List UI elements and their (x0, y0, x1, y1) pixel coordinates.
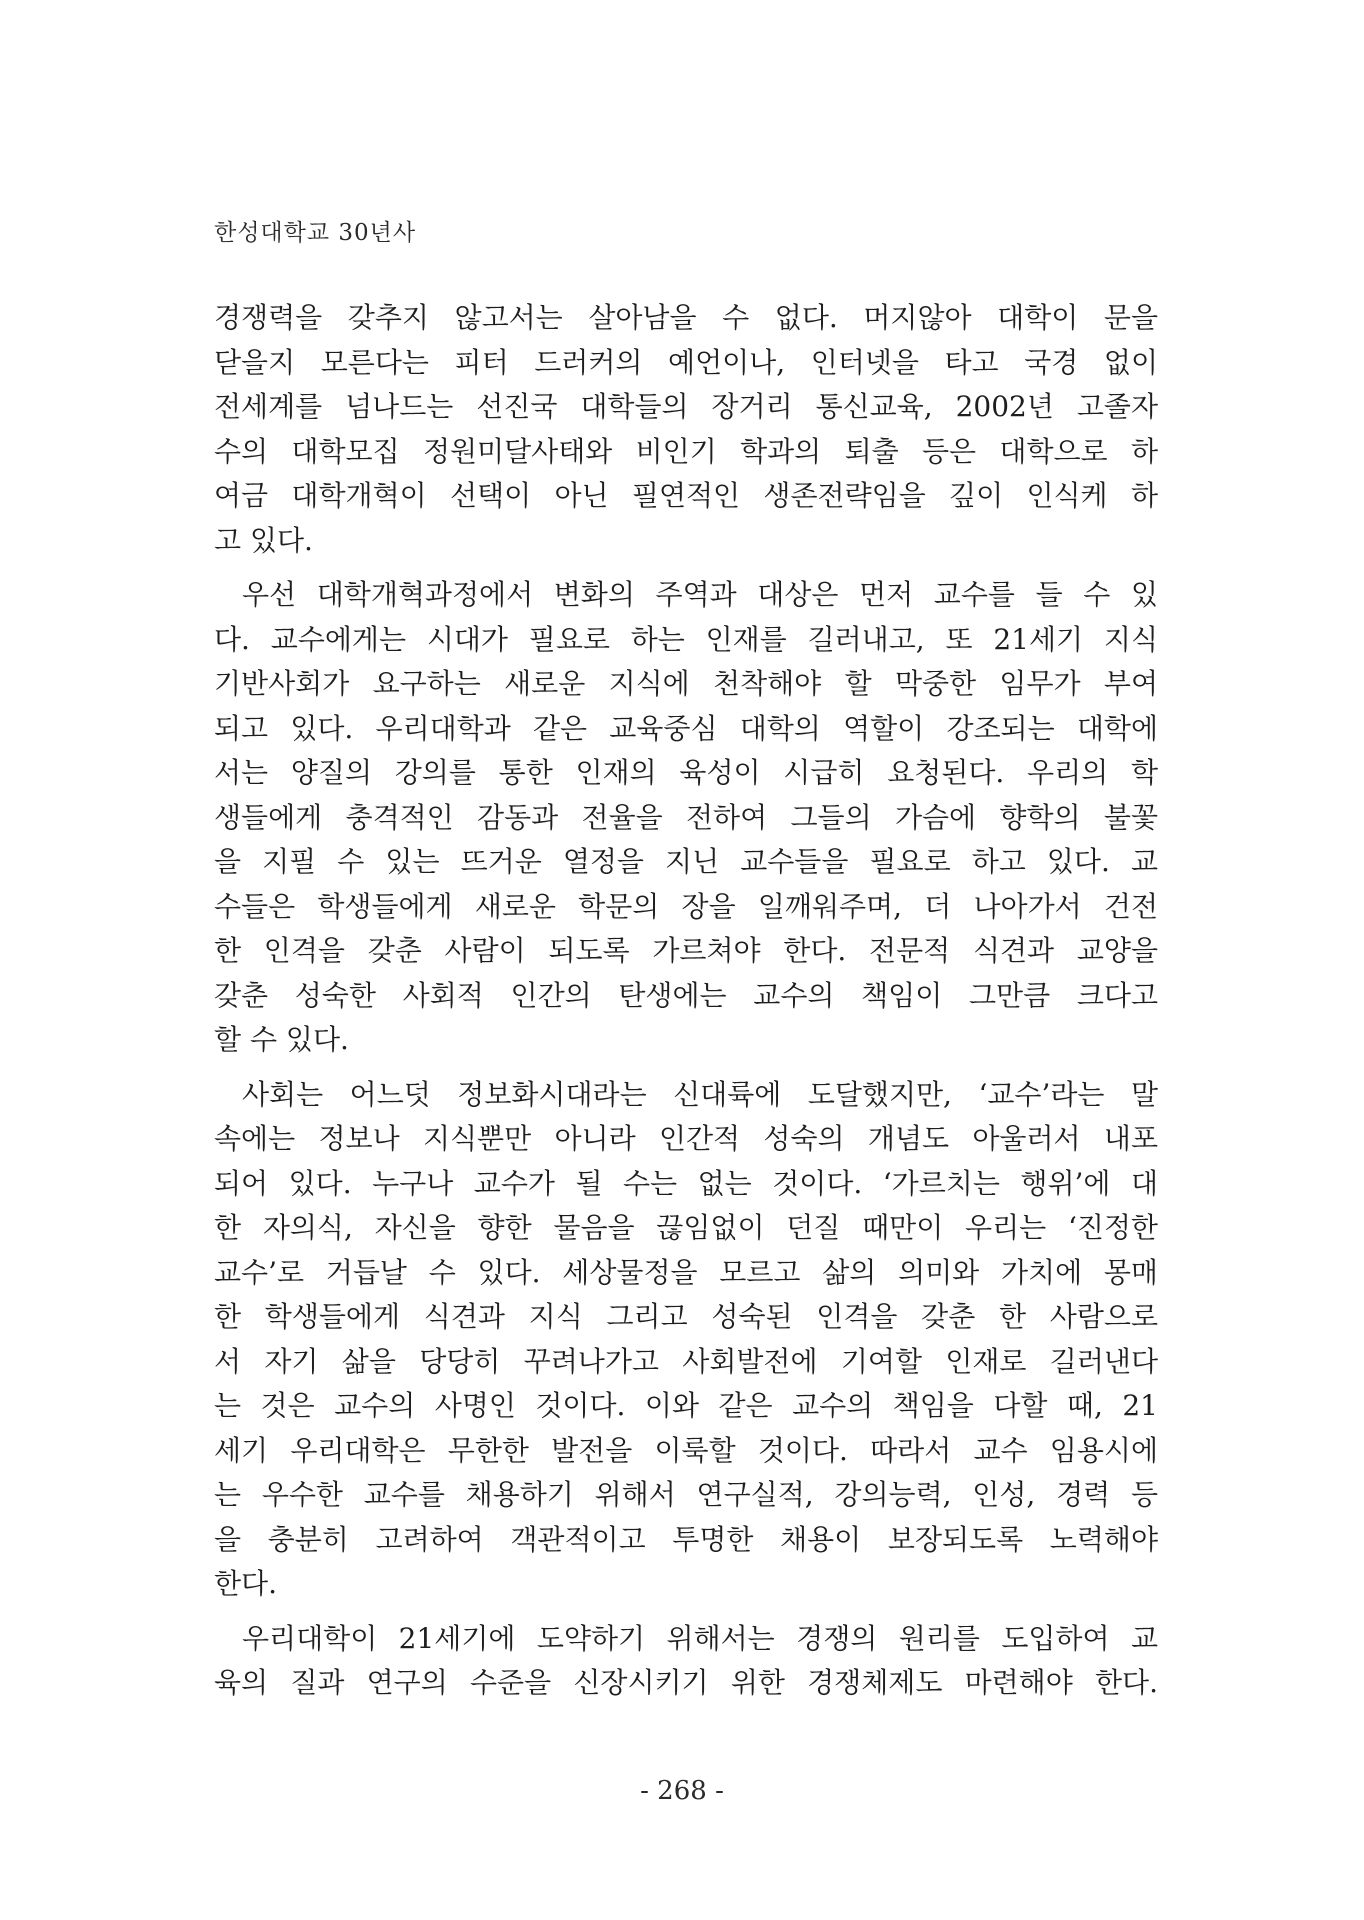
paragraph (214, 296, 1158, 563)
text-line: 생들에게 충격적인 감동과 전율을 전하여 그들의 가슴에 향학의 불꽃 (214, 800, 1158, 834)
text-line: 할 수 있다. (214, 1023, 349, 1056)
text-line: 는 것은 교수의 사명인 것이다. 이와 같은 교수의 책임을 다할 때, 21 (214, 1389, 1158, 1422)
text-line: 을 충분히 고려하여 객관적이고 투명한 채용이 보장되도록 노력해야 (214, 1522, 1158, 1556)
text-line: 기반사회가 요구하는 새로운 지식에 천착해야 할 막중한 임무가 부여 (214, 667, 1158, 700)
text-line: 수의 대학모집 정원미달사태와 비인기 학과의 퇴출 등은 대학으로 하 (214, 434, 1158, 468)
text-line: 서는 양질의 강의를 통한 인재의 육성이 시급히 요청된다. 우리의 학 (214, 756, 1158, 789)
text-line: 수들은 학생들에게 새로운 학문의 장을 일깨워주며, 더 나아가서 건전 (214, 889, 1158, 923)
paragraph (214, 1617, 1158, 1706)
text-line: 을 지필 수 있는 뜨거운 열정을 지닌 교수들을 필요로 하고 있다. 교 (214, 845, 1158, 878)
text-line: 고 있다. (214, 523, 313, 557)
text-line: 육의 질과 연구의 수준을 신장시키기 위한 경쟁체제도 마련해야 한다. (214, 1666, 1158, 1699)
body-text (214, 296, 1158, 1706)
text-line: 닫을지 모른다는 피터 드러커의 예언이나, 인터넷을 타고 국경 없이 (214, 345, 1158, 379)
page-number: - 268 - (640, 1776, 724, 1806)
text-line: 전세계를 넘나드는 선진국 대학들의 장거리 통신교육, 2002년 고졸자 (214, 390, 1158, 423)
text-line: 속에는 정보나 지식뿐만 아니라 인간적 성숙의 개념도 아울러서 내포 (214, 1122, 1158, 1155)
text-line: 세기 우리대학은 무한한 발전을 이룩할 것이다. 따라서 교수 임용시에 (214, 1433, 1158, 1467)
text-line: 한 자의식, 자신을 향한 물음을 끊임없이 던질 때만이 우리는 ‘진정한 (214, 1211, 1158, 1244)
text-line: 우선 대학개혁과정에서 변화의 주역과 대상은 먼저 교수를 들 수 있 (242, 578, 1158, 611)
text-line: 되고 있다. 우리대학과 같은 교육중심 대학의 역할이 강조되는 대학에 (214, 711, 1158, 745)
text-line: 되어 있다. 누구나 교수가 될 수는 없는 것이다. ‘가르치는 행위’에 대 (214, 1166, 1158, 1200)
running-header: 한성대학교 30년사 (214, 220, 417, 246)
text-line: 한다. (214, 1567, 277, 1600)
text-line: 다. 교수에게는 시대가 필요로 하는 인재를 길러내고, 또 21세기 지식 (214, 622, 1158, 656)
text-line: 사회는 어느덧 정보화시대라는 신대륙에 도달했지만, ‘교수’라는 말 (242, 1077, 1158, 1111)
paragraph (214, 573, 1158, 1063)
text-line: 는 우수한 교수를 채용하기 위해서 연구실적, 강의능력, 인성, 경력 등 (214, 1478, 1158, 1511)
text-line: 갖춘 성숙한 사회적 인간의 탄생에는 교수의 책임이 그만큼 크다고 (214, 978, 1158, 1012)
text-line: 여금 대학개혁이 선택이 아닌 필연적인 생존전략임을 깊이 인식케 하 (214, 479, 1158, 512)
text-line: 한 인격을 갖춘 사람이 되도록 가르쳐야 한다. 전문적 식견과 교양을 (214, 934, 1158, 967)
text-line: 교수’로 거듭날 수 있다. 세상물정을 모르고 삶의 의미와 가치에 몽매 (214, 1255, 1158, 1289)
paragraph (214, 1073, 1158, 1607)
text-line: 우리대학이 21세기에 도약하기 위해서는 경쟁의 원리를 도입하여 교 (242, 1621, 1158, 1655)
text-line: 서 자기 삶을 당당히 꾸려나가고 사회발전에 기여할 인재로 길러낸다 (214, 1344, 1158, 1378)
text-line: 경쟁력을 갖추지 않고서는 살아남을 수 없다. 머지않아 대학이 문을 (214, 301, 1158, 334)
text-line: 한 학생들에게 식견과 지식 그리고 성숙된 인격을 갖춘 한 사람으로 (214, 1300, 1158, 1333)
